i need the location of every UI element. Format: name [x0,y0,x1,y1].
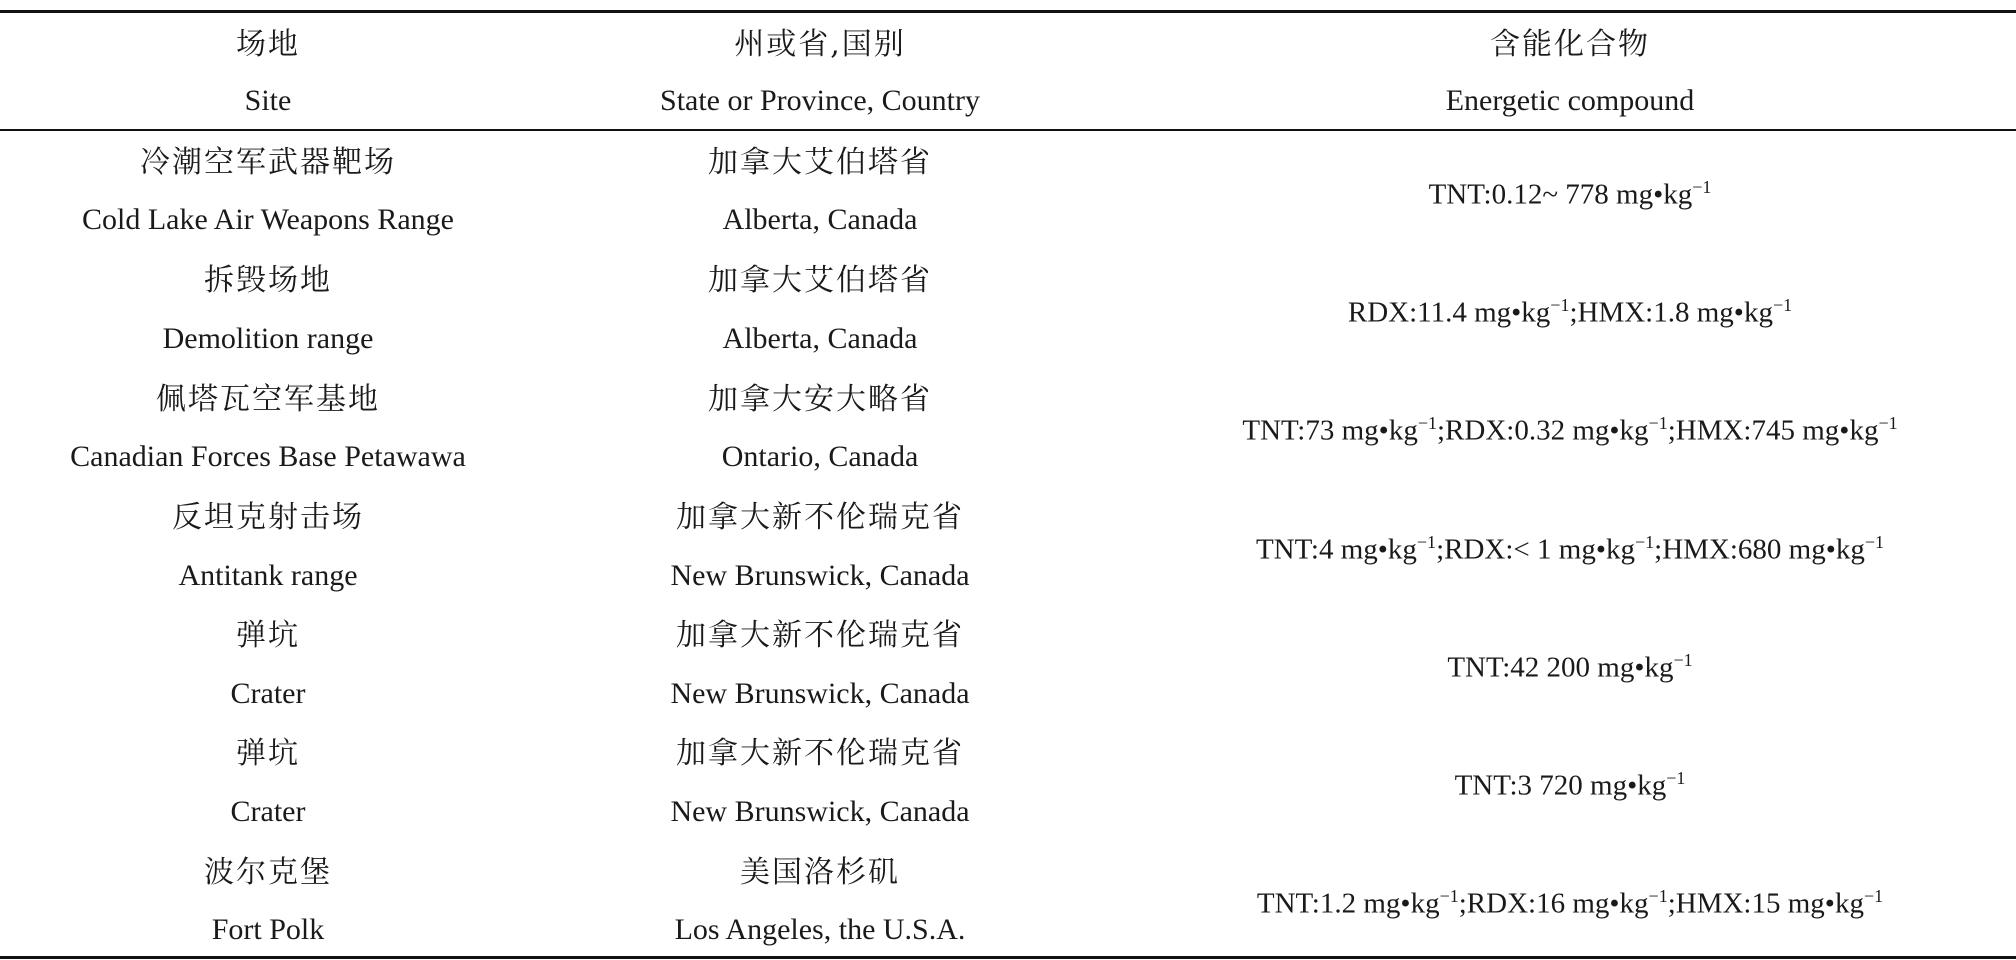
row6-site-en: Crater [230,795,306,828]
header-site-en: Site [244,84,292,117]
row4-site-en: Antitank range [178,559,358,592]
header-state-en: State or Province, Country [660,84,980,117]
row4-site-zh: 反坦克射击场 [172,500,364,535]
header-site-zh: 场地 [236,27,300,62]
header-compound-en: Energetic compound [1445,84,1695,117]
row7-state-zh: 美国洛杉矶 [740,855,900,890]
row7-compound: TNT:1.2 $mg•kg^{-1};RDX:16$ $mg•kg^{-1};HMX:15$ $mg•kg^{-1}$ [1256,886,1884,920]
row3-site-en: Canadian Forces Base Petawawa [70,440,466,473]
row6-state-en: New Brunswick, Canada [670,795,970,828]
row7-site-en: Fort Polk [211,913,325,946]
row7-state-en: Los Angeles, the U.S.A. [674,913,966,946]
row2-state-zh: 加拿大艾伯塔省 [708,263,932,298]
row2-site-en: Demolition range [162,322,374,355]
row3-state-en: Ontario, Canada [721,440,919,473]
row2-state-en: Alberta, Canada [722,322,918,355]
row5-site-zh: 弹坑 [236,618,300,653]
row4-state-en: New Brunswick, Canada [670,559,970,592]
row3-compound: TNT:73 $mg•kg^{-1};RDX:0.32$ $mg•kg^{-1};HMX:745$ $mg•kg^{-1}$ [1242,413,1898,447]
row5-state-en: New Brunswick, Canada [670,677,970,710]
row5-compound: TNT:42 200 $mg•kg^{-1}$ [1447,650,1693,684]
row3-site-zh: 佩塔瓦空军基地 [156,382,380,417]
table-bottom-rule [0,956,2016,959]
row7-site-zh: 波尔克堡 [204,855,332,890]
row1-state-zh: 加拿大艾伯塔省 [708,145,932,180]
row1-site-zh: 冷潮空军武器靶场 [140,145,396,180]
row6-state-zh: 加拿大新不伦瑞克省 [676,736,964,771]
row2-compound: RDX:11.4 $mg•kg^{-1};HMX:1.8$ $mg•kg^{-1}$ [1347,295,1793,329]
row5-site-en: Crater [230,677,306,710]
header-compound-zh: 含能化合物 [1490,27,1650,62]
table-top-rule [0,10,2016,13]
table-header-rule [0,129,2016,131]
header-state-zh: 州或省,国别 [734,27,906,62]
row1-compound: TNT:0.12~ 778 $mg•kg^{-1}$ [1428,177,1712,211]
row5-state-zh: 加拿大新不伦瑞克省 [676,618,964,653]
row2-site-zh: 拆毁场地 [204,263,332,298]
row4-compound: TNT:4 $mg•kg^{-1};RDX:< 1$ $mg•kg^{-1};HMX:680$ $mg•kg^{-1}$ [1255,532,1885,566]
row3-state-zh: 加拿大安大略省 [708,382,932,417]
row6-site-zh: 弹坑 [236,736,300,771]
row4-state-zh: 加拿大新不伦瑞克省 [676,500,964,535]
row6-compound: TNT:3 720 $mg•kg^{-1}$ [1454,768,1686,802]
row1-state-en: Alberta, Canada [722,203,918,236]
row1-site-en: Cold Lake Air Weapons Range [82,203,454,236]
